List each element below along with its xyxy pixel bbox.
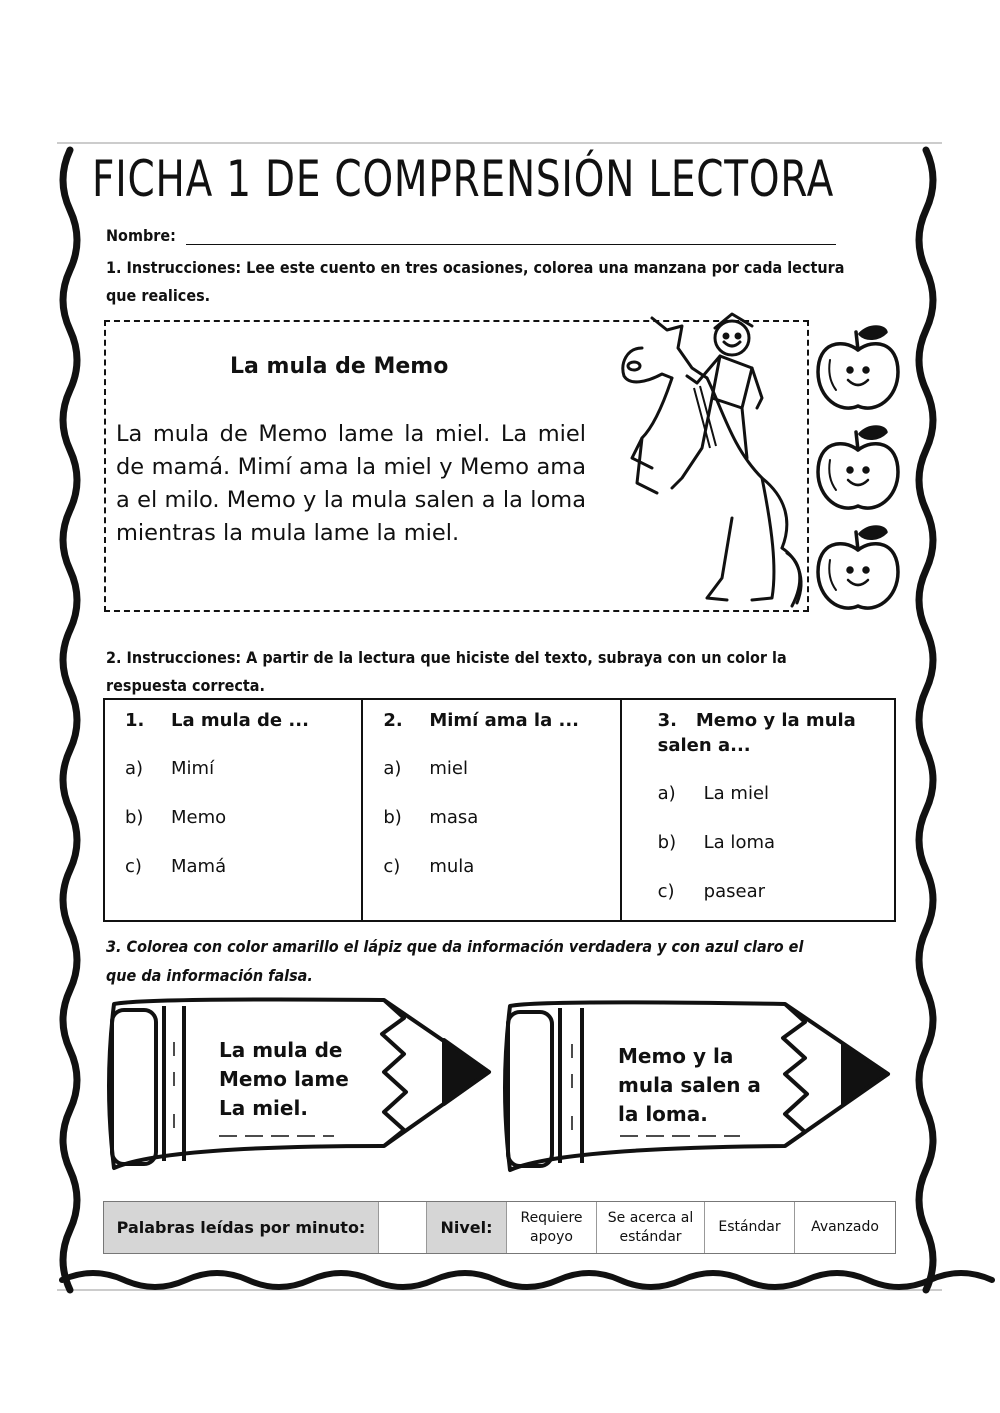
apple-icon[interactable] bbox=[812, 520, 904, 616]
level-option-3[interactable] bbox=[705, 1202, 795, 1253]
level-text: Estándar bbox=[718, 1219, 781, 1235]
option-letter: b) bbox=[125, 807, 144, 828]
wave-line bbox=[62, 1273, 992, 1287]
instruction-2: 2. Instrucciones: A partir de la lectura que hiciste del texto, subraya con un color la respuesta correcta. bbox=[106, 648, 787, 695]
pencil-text-line: mula salen a bbox=[618, 1073, 761, 1097]
apple-icon[interactable] bbox=[812, 420, 904, 516]
option-text: mula bbox=[429, 856, 475, 877]
story-text: La mula de Memo lame la miel. La miel de mamá. Mimí ama la miel y Memo ama a el milo. Memo y la mula salen a la loma mientras la mula lame la miel. bbox=[116, 421, 586, 546]
pencil-text-line: Memo lame bbox=[219, 1067, 349, 1091]
wave-line bbox=[63, 150, 77, 1290]
level-text: Requiere bbox=[520, 1209, 583, 1226]
question-text: La mula de ... bbox=[171, 710, 309, 731]
option-letter: a) bbox=[657, 783, 676, 804]
pencil-1-text bbox=[219, 1036, 349, 1123]
answer-option[interactable] bbox=[125, 853, 361, 880]
option-letter: a) bbox=[383, 758, 402, 779]
option-letter: c) bbox=[383, 856, 401, 877]
level-option-1[interactable] bbox=[507, 1202, 597, 1253]
option-text: pasear bbox=[703, 881, 765, 902]
name-field-line[interactable] bbox=[186, 244, 836, 245]
question-2 bbox=[363, 700, 621, 920]
option-text: Memo bbox=[171, 807, 227, 828]
answer-option[interactable] bbox=[125, 755, 361, 782]
level-text: apoyo bbox=[530, 1228, 573, 1245]
option-text: La miel bbox=[703, 783, 770, 804]
option-letter: c) bbox=[657, 881, 675, 902]
question-number: 2. bbox=[383, 710, 403, 731]
question-table bbox=[103, 698, 896, 922]
option-letter: a) bbox=[125, 758, 144, 779]
name-label: Nombre: bbox=[106, 226, 176, 245]
question-text: Memo y la mula salen a... bbox=[657, 710, 856, 756]
pencil-text-line: La mula de bbox=[219, 1038, 343, 1062]
words-per-minute-label: Palabras leídas por minuto: bbox=[104, 1202, 379, 1253]
answer-option[interactable] bbox=[383, 755, 619, 782]
instruction-3: 3. Colorea con color amarillo el lápiz que da información verdadera y con azul claro el que da información falsa. bbox=[106, 937, 804, 985]
pencil-text-line: La miel. bbox=[219, 1096, 308, 1120]
answer-option[interactable] bbox=[125, 804, 361, 831]
wave-line bbox=[919, 150, 933, 1290]
level-option-2[interactable] bbox=[597, 1202, 705, 1253]
question-text: Mimí ama la ... bbox=[429, 710, 580, 731]
level-label: Nivel: bbox=[427, 1202, 507, 1253]
instruction-1: 1. Instrucciones: Lee este cuento en tres ocasiones, colorea una manzana por cada lectura que realices. bbox=[106, 258, 845, 305]
question-3 bbox=[622, 700, 894, 920]
option-letter: b) bbox=[383, 807, 402, 828]
option-letter: b) bbox=[657, 832, 677, 853]
answer-option[interactable] bbox=[658, 829, 894, 856]
question-number: 3. bbox=[657, 710, 678, 731]
answer-option[interactable] bbox=[658, 780, 894, 807]
words-per-minute-field[interactable] bbox=[379, 1202, 427, 1253]
level-text: Avanzado bbox=[811, 1219, 879, 1235]
option-text: La loma bbox=[703, 832, 776, 853]
pencil-2-text bbox=[618, 1042, 761, 1129]
answer-option[interactable] bbox=[658, 878, 894, 905]
option-text: miel bbox=[429, 758, 468, 779]
reading-level-table bbox=[103, 1201, 896, 1254]
option-text: masa bbox=[429, 807, 479, 828]
pencil-text-line: la loma. bbox=[618, 1102, 708, 1126]
answer-option[interactable] bbox=[383, 853, 619, 880]
horse-rider-illustration bbox=[612, 308, 808, 610]
option-letter: c) bbox=[125, 856, 142, 877]
question-number: 1. bbox=[125, 710, 145, 731]
pencil-text-line: Memo y la bbox=[618, 1044, 734, 1068]
option-text: Mimí bbox=[171, 758, 215, 779]
level-text: Se acerca al bbox=[607, 1209, 694, 1226]
apple-icon[interactable] bbox=[812, 320, 904, 416]
answer-option[interactable] bbox=[383, 804, 619, 831]
level-text: estándar bbox=[619, 1228, 682, 1245]
story-title: La mula de Memo bbox=[230, 354, 449, 379]
level-option-4[interactable] bbox=[795, 1202, 895, 1253]
question-1 bbox=[105, 700, 363, 920]
option-text: Mamá bbox=[171, 856, 227, 877]
page-title: FICHA 1 DE COMPRENSIÓN LECTORA bbox=[92, 150, 835, 208]
